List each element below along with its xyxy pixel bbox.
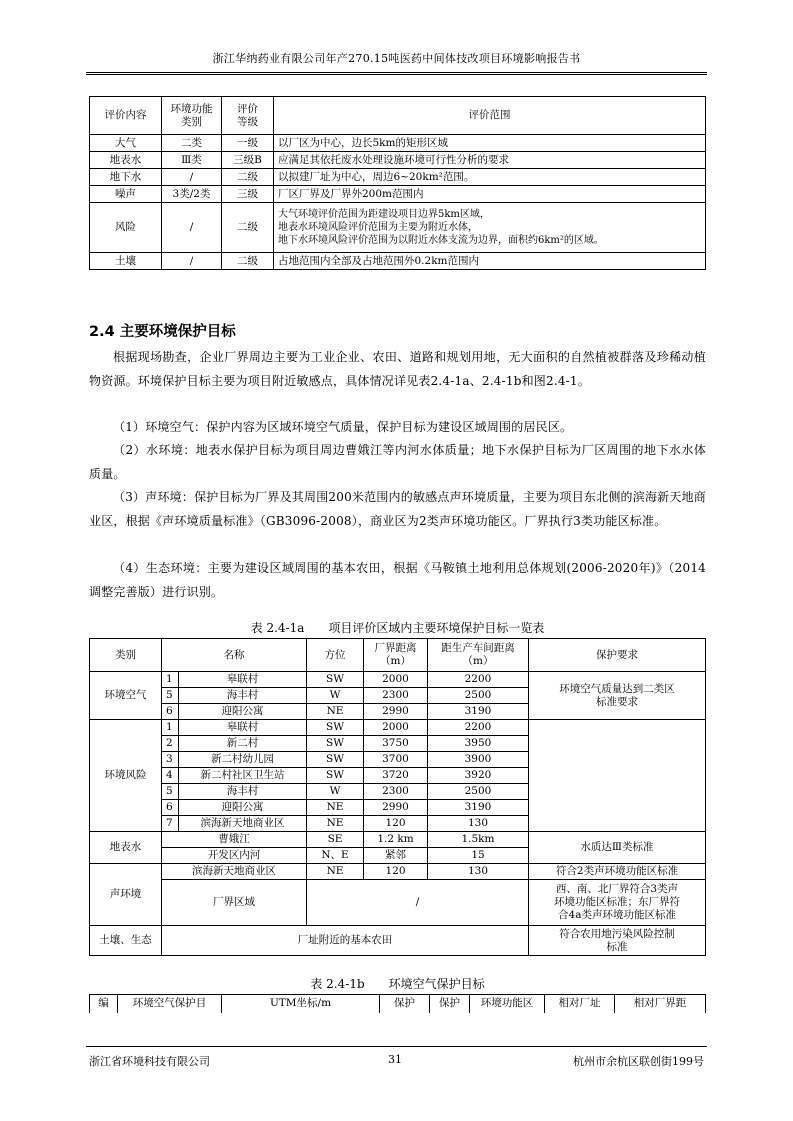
header-cell: 保护 — [380, 995, 430, 1013]
evaluation-scope-table — [89, 96, 706, 270]
table-row — [90, 720, 706, 736]
header-cell: 名称 — [162, 639, 307, 672]
header-rule — [86, 72, 707, 75]
cell: 厂址附近的基本农田 — [162, 926, 529, 956]
table-row — [90, 926, 706, 956]
header-cell: 距生产车间距离 （m） — [428, 639, 529, 672]
requirement-cell: 水质达Ⅲ类标准 — [529, 832, 706, 864]
cell: 3920 — [428, 768, 529, 784]
category-cell: 环境空气 — [90, 672, 162, 720]
cell: 皋联村 — [179, 720, 307, 736]
cell: 2990 — [364, 704, 428, 720]
table-header-row — [90, 995, 706, 1013]
header-cell: 环境空气保护目 — [118, 995, 222, 1013]
cell: / — [162, 169, 222, 186]
header-cell: 环境功能 类别 — [162, 97, 222, 135]
cell: 风险 — [90, 203, 162, 253]
cell: NE — [307, 864, 364, 880]
cell: / — [307, 880, 529, 926]
cell: 新二村幼儿园 — [179, 752, 307, 768]
header-cell: 编 — [90, 995, 118, 1013]
requirement-cell: 符合2类声环境功能区标准 — [529, 864, 706, 880]
cell: 3720 — [364, 768, 428, 784]
cell: 1 — [162, 672, 179, 688]
category-cell: 土壤、生态 — [90, 926, 162, 956]
cell: NE — [307, 800, 364, 816]
category-cell: 地表水 — [90, 832, 162, 864]
cell: 应满足其依托废水处理设施环境可行性分析的要求 — [274, 152, 706, 169]
cell: 1.5km — [428, 832, 529, 848]
header-cell: 评价范围 — [274, 97, 706, 135]
cell: 4 — [162, 768, 179, 784]
cell: 6 — [162, 800, 179, 816]
requirement-cell: 符合农用地污染风险控制 标准 — [529, 926, 706, 956]
table-row — [90, 864, 706, 880]
table-row — [90, 253, 706, 270]
cell: 2300 — [364, 688, 428, 704]
cell: 3700 — [364, 752, 428, 768]
protection-targets-table — [89, 638, 706, 956]
cell: 曹娥江 — [162, 832, 307, 848]
cell: 二级 — [222, 253, 274, 270]
cell: 新二村 — [179, 736, 307, 752]
cell: 3950 — [428, 736, 529, 752]
cell: SE — [307, 832, 364, 848]
cell: 海丰村 — [179, 784, 307, 800]
cell: 3190 — [428, 800, 529, 816]
table-row — [90, 152, 706, 169]
table-row — [90, 832, 706, 848]
paragraph: （4）生态环境：主要为建设区域周围的基本农田，根据《马鞍镇土地利用总体规划(2006-2020年)》（2014调整完善版）进行识别。 — [89, 561, 706, 599]
cell: 6 — [162, 704, 179, 720]
cell: 120 — [364, 864, 428, 880]
cell: 5 — [162, 688, 179, 704]
header-cell: 厂界距离 （m） — [364, 639, 428, 672]
cell: 三级B — [222, 152, 274, 169]
requirement-cell: 西、南、北厂界符合3类声 环境功能区标准；东厂界符 合4a类声环境功能区标准 — [529, 880, 706, 926]
cell: SW — [307, 672, 364, 688]
cell: 2990 — [364, 800, 428, 816]
cell: SW — [307, 720, 364, 736]
header-cell: 类别 — [90, 639, 162, 672]
cell: 130 — [428, 864, 529, 880]
footer-address: 杭州市余杭区联创街199号 — [573, 1055, 704, 1068]
header-cell: 环境功能区 — [470, 995, 545, 1013]
cell: 3750 — [364, 736, 428, 752]
table-caption: 表 2.4-1a 项目评价区域内主要环境保护目标一览表 — [250, 621, 545, 635]
cell: 海丰村 — [179, 688, 307, 704]
cell: 一级 — [222, 135, 274, 152]
cell: 3900 — [428, 752, 529, 768]
cell: 土壤 — [90, 253, 162, 270]
cell: W — [307, 784, 364, 800]
cell: 大气 — [90, 135, 162, 152]
cell: 噪声 — [90, 186, 162, 203]
table-row — [90, 672, 706, 688]
table-header-row — [90, 639, 706, 672]
cell: 大气环境评价范围为距建设项目边界5km区域， 地表水环境风险评价范围为主要为附近水体， 地下水环境风险评价范围为以附近水体支流为边界，面积约6km²的区域。 — [274, 203, 706, 253]
cell: 二类 — [162, 135, 222, 152]
cell: 3190 — [428, 704, 529, 720]
air-protection-targets-table — [89, 994, 706, 1013]
cell: 迎阳公寓 — [179, 704, 307, 720]
cell: W — [307, 688, 364, 704]
cell: 2300 — [364, 784, 428, 800]
paragraph: （1）环境空气：保护内容为区域环境空气质量，保护目标为建设区域周围的居民区。 — [113, 420, 573, 434]
requirement-cell — [529, 720, 706, 832]
header-cell: 保护 — [430, 995, 470, 1013]
cell: 二级 — [222, 203, 274, 253]
header-cell: 评价 等级 — [222, 97, 274, 135]
cell: / — [162, 253, 222, 270]
section-title: 2.4 主要环境保护目标 — [89, 324, 236, 340]
cell: 滨海新天地商业区 — [162, 864, 307, 880]
cell: N、E — [307, 848, 364, 864]
table-row — [90, 135, 706, 152]
cell: 三级 — [222, 186, 274, 203]
header-cell: 评价内容 — [90, 97, 162, 135]
cell: 7 — [162, 816, 179, 832]
paragraph: 根据现场勘查，企业厂界周边主要为工业企业、农田、道路和规划用地，无大面积的自然植被群落及珍稀动植物资源。环境保护目标主要为项目附近敏感点，具体情况详见表2.4-1a、2.4-1b和图2.4-1。 — [89, 350, 706, 388]
cell: SW — [307, 768, 364, 784]
cell: 紧邻 — [364, 848, 428, 864]
cell: 3类/2类 — [162, 186, 222, 203]
paragraph: （3）声环境：保护目标为厂界及其周围200米范围内的敏感点声环境质量，主要为项目东北侧的滨海新天地商业区，根据《声环境质量标准》（GB3096-2008），商业区为2类声环境功能区。厂界执行3类功能区标准。 — [89, 490, 706, 528]
cell: 迎阳公寓 — [179, 800, 307, 816]
cell: 皋联村 — [179, 672, 307, 688]
footer-company: 浙江省环境科技有限公司 — [89, 1055, 210, 1068]
category-cell: 声环境 — [90, 864, 162, 926]
cell: 占地范围内全部及占地范围外0.2km范围内 — [274, 253, 706, 270]
cell: 2200 — [428, 672, 529, 688]
cell: 5 — [162, 784, 179, 800]
cell: 2000 — [364, 720, 428, 736]
table-caption: 表 2.4-1b 环境空气保护目标 — [310, 977, 485, 991]
cell: 15 — [428, 848, 529, 864]
header-cell: 相对厂界距 — [615, 995, 706, 1013]
cell: 2500 — [428, 784, 529, 800]
header-cell: 相对厂址 — [545, 995, 615, 1013]
cell: 2200 — [428, 720, 529, 736]
table-row — [90, 203, 706, 253]
cell: SW — [307, 752, 364, 768]
cell: 3 — [162, 752, 179, 768]
header-cell: 保护要求 — [529, 639, 706, 672]
cell: / — [162, 203, 222, 253]
header-cell: UTM坐标/m — [222, 995, 380, 1013]
paragraph: （2）水环境：地表水保护目标为项目周边曹娥江等内河水体质量；地下水保护目标为厂区周围的地下水水体质量。 — [89, 443, 706, 481]
cell: 开发区内河 — [162, 848, 307, 864]
header-cell: 方位 — [307, 639, 364, 672]
cell: 2 — [162, 736, 179, 752]
cell: 新二村社区卫生站 — [179, 768, 307, 784]
footer-rule — [86, 1046, 707, 1047]
cell: 地表水 — [90, 152, 162, 169]
table-header-row — [90, 97, 706, 135]
cell: NE — [307, 816, 364, 832]
cell: 2000 — [364, 672, 428, 688]
page-header: 浙江华纳药业有限公司年产270.15吨医药中间体技改项目环境影响报告书 — [212, 52, 581, 65]
cell: 120 — [364, 816, 428, 832]
cell: 130 — [428, 816, 529, 832]
cell: 滨海新天地商业区 — [179, 816, 307, 832]
cell: 厂区厂界及厂界外200m范围内 — [274, 186, 706, 203]
page-number: 31 — [388, 1053, 402, 1066]
cell: SW — [307, 736, 364, 752]
cell: 以厂区为中心，边长5km的矩形区域 — [274, 135, 706, 152]
cell: NE — [307, 704, 364, 720]
cell: 2500 — [428, 688, 529, 704]
requirement-cell: 环境空气质量达到二类区 标准要求 — [529, 672, 706, 720]
table-row — [90, 169, 706, 186]
cell: 1.2 km — [364, 832, 428, 848]
table-row — [90, 880, 706, 926]
cell: 二级 — [222, 169, 274, 186]
cell: 以拟建厂址为中心，周边6~20km²范围。 — [274, 169, 706, 186]
cell: Ⅲ类 — [162, 152, 222, 169]
cell: 厂界区域 — [162, 880, 307, 926]
table-row — [90, 186, 706, 203]
category-cell: 环境风险 — [90, 720, 162, 832]
cell: 1 — [162, 720, 179, 736]
cell: 地下水 — [90, 169, 162, 186]
